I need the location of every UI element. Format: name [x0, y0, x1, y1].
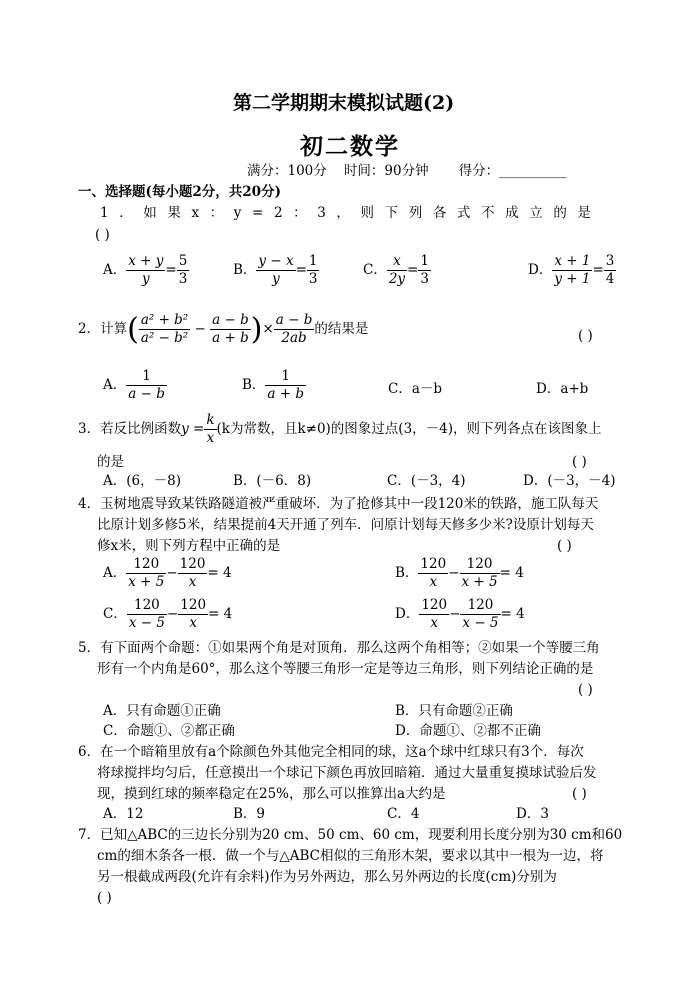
q3-k-den: x	[206, 430, 215, 446]
q1-a-lhs-den: y	[142, 271, 150, 287]
q4-b-label: B．	[395, 565, 419, 581]
q1-answer-paren[interactable]: ( )	[95, 227, 110, 243]
q6-line3: 现，摸到红球的频率稳定在25%，那么可以推算出a大约是	[97, 786, 446, 802]
q4-option-c[interactable]	[103, 597, 232, 632]
q1-c-rhs-den: 3	[420, 271, 429, 287]
q4-a-n2: 120	[179, 556, 206, 572]
q2-f2-num: a − b	[212, 312, 249, 328]
q6-line2: 将球搅拌均匀后，任意摸出一个球记下颜色再放回暗箱．通过大量重复摸球试验后发	[97, 765, 597, 781]
q3-stem	[78, 412, 602, 447]
q2-option-c[interactable]: C．a－b	[388, 381, 443, 397]
q2-minus: −	[194, 321, 206, 337]
q2-option-a[interactable]	[103, 368, 167, 403]
q2-a-num: 1	[126, 368, 167, 386]
q4-answer-paren[interactable]: ( )	[557, 538, 572, 554]
q3-suffix: (k为常数，且k≠0)的图象过点(3，－4)，则下列各点在该图象上	[216, 421, 602, 437]
q2-b-label: B．	[242, 377, 266, 393]
q4-c-d1: x − 5	[128, 615, 165, 631]
q1-a-rhs-den: 3	[178, 271, 188, 287]
section-heading: 一、选择题(每小题2分，共20分)	[78, 184, 281, 200]
q1-d-rhs-den: 4	[605, 271, 615, 287]
q6-option-c[interactable]: C．4	[387, 806, 420, 822]
q1-option-c[interactable]	[363, 253, 431, 288]
q3-option-c[interactable]: C．(－3，4)	[387, 473, 466, 489]
q1-d-lhs-den: y + 1	[554, 271, 591, 287]
q4-a-d2: x	[188, 574, 197, 590]
q4-b-n2: 120	[460, 556, 500, 574]
q1-option-a[interactable]	[103, 253, 189, 288]
q7-answer-paren[interactable]: ( )	[97, 890, 112, 906]
q5-answer-paren[interactable]: ( )	[578, 682, 593, 698]
q3-line2: 的是	[97, 454, 124, 470]
q5-option-c[interactable]: C．命题①、②都正确	[103, 723, 235, 739]
q3-k-num: k	[206, 412, 215, 428]
q1-option-d[interactable]	[528, 253, 616, 288]
q4-d-n2: 120	[460, 597, 500, 615]
q2-stem: 2．计算( $\frac{\text{a² + b²}}{\text{a² − b²}}$ − $\frac{a - b}{a + b}$ )× $\frac{a - b}{2ab}$ 的结果是	[78, 312, 369, 347]
q3-prefix: 3．若反比例函数	[78, 421, 182, 437]
exam-title: 第二学期期末模拟试题(2)	[233, 92, 455, 114]
q5-option-a[interactable]: A．只有命题①正确	[103, 703, 221, 719]
q1-c-lhs-num: x	[387, 253, 407, 271]
q5-line2: 形有一个内角是60°，那么这个等腰三角形一定是等边三角形，则下列结论正确的是	[97, 661, 594, 677]
q4-d-d1: x	[430, 615, 439, 631]
q1-a-rhs-num: 5	[178, 253, 188, 269]
q4-a-n1: 120	[126, 556, 166, 574]
q4-c-n2: 120	[180, 597, 207, 613]
q4-d-label: D．	[395, 606, 420, 622]
q2-option-b[interactable]	[242, 368, 306, 403]
q2-f3-num: a − b	[275, 312, 313, 328]
exam-info-text: 满分：100分 时间：90分钟 得分：	[247, 163, 500, 179]
q1-d-rhs-num: 3	[605, 253, 615, 269]
q5-option-b[interactable]: B．只有命题②正确	[395, 703, 513, 719]
q7-line3: 另一根截成两段(允许有余料)作为另外两边，那么另外两边的长度(cm)分别为	[97, 869, 557, 885]
q3-option-d[interactable]: D．(－3，－4)	[523, 473, 616, 489]
q4-b-n1: 120	[420, 556, 447, 572]
q1-option-b[interactable]	[233, 253, 319, 288]
q4-c-eq: = 4	[208, 606, 233, 622]
q6-option-d[interactable]: D．3	[516, 806, 549, 822]
q2-prefix: 2．计算	[78, 321, 128, 337]
q4-a-label: A．	[103, 565, 127, 581]
q1-a-lhs-num: x + y	[128, 253, 164, 269]
q4-b-eq: = 4	[499, 565, 524, 581]
q3-y-eq: y =	[181, 421, 205, 437]
q2-a-label: A．	[103, 377, 127, 393]
q1-b-eq: =	[295, 262, 307, 278]
q4-c-n1: 120	[127, 597, 167, 615]
q2-suffix: 的结果是	[314, 321, 369, 337]
q4-c-label: C．	[103, 606, 127, 622]
q2-b-den: a + b	[267, 386, 305, 402]
q1-stem: 1．如果x：y=2：3，则下列各式不成立的是	[100, 205, 602, 221]
q4-d-eq: = 4	[500, 606, 525, 622]
q5-option-d[interactable]: D．命题①、②都不正确	[395, 723, 541, 739]
q2-f3-den: 2ab	[281, 330, 307, 346]
q4-line1: 4．玉树地震导致某铁路隧道被严重破坏．为了抢修其中一段120米的铁路，施工队每天	[78, 496, 599, 512]
q4-b-d2: x + 5	[461, 574, 498, 590]
q2-b-num: 1	[265, 368, 306, 386]
q3-option-a[interactable]: A．(6，－8)	[103, 473, 181, 489]
q1-b-lhs-num: y − x	[258, 253, 294, 269]
q3-answer-paren[interactable]: ( )	[572, 454, 587, 470]
q3-option-b[interactable]: B．(－6．8)	[233, 473, 312, 489]
q6-option-b[interactable]: B．9	[233, 806, 266, 822]
q4-line3: 修x米，则下列方程中正确的是	[97, 538, 281, 554]
q1-d-label: D．	[528, 262, 553, 278]
q4-c-op: −	[166, 606, 179, 622]
q4-line2: 比原计划多修5米，结果提前4天开通了列车．问原计划每天修多少米?设原计划每天	[97, 517, 594, 533]
q6-line1: 6．在一个暗箱里放有a个除颜色外其他完全相同的球，这a个球中红球只有3个．每次	[78, 744, 584, 760]
q1-c-label: C．	[363, 262, 387, 278]
q2-option-d[interactable]: D．a+b	[536, 381, 589, 397]
q2-a-den: a − b	[128, 386, 165, 402]
q4-d-op: −	[449, 606, 461, 622]
q4-a-d1: x + 5	[128, 574, 165, 590]
q7-line1: 7．已知△ABC的三边长分别为20 cm、50 cm、60 cm，现要利用长度分别为30 cm和60	[78, 827, 623, 843]
subject-title: 初二数学	[300, 133, 400, 160]
q5-line1: 5．有下面两个命题：①如果两个角是对顶角．那么这两个角相等；②如果一个等腰三角	[78, 640, 600, 656]
q1-b-lhs-den: y	[272, 271, 280, 287]
q4-d-n1: 120	[421, 597, 448, 613]
q1-a-eq: =	[165, 262, 177, 278]
q1-d-eq: =	[592, 262, 604, 278]
q4-option-d[interactable]	[395, 597, 525, 632]
q2-f2-den: a + b	[212, 330, 249, 346]
q1-c-lhs-den: 2y	[388, 271, 406, 287]
q4-c-d2: x	[189, 615, 197, 631]
q1-d-lhs-num: x + 1	[552, 253, 592, 271]
q2-answer-paren[interactable]: ( )	[578, 328, 593, 344]
q6-answer-paren[interactable]: ( )	[572, 786, 587, 802]
q4-b-op: −	[448, 565, 460, 581]
q2-f1-den: a² − b²	[140, 330, 189, 346]
q2-times: ×	[262, 321, 274, 337]
q6-option-a[interactable]: A．12	[103, 806, 144, 822]
score-blank[interactable]: __________	[499, 163, 567, 179]
q1-b-rhs-num: 1	[308, 253, 318, 269]
q4-a-eq: = 4	[207, 565, 232, 581]
q1-c-rhs-num: 1	[420, 253, 429, 269]
q1-b-label: B．	[233, 262, 257, 278]
q4-a-op: −	[166, 565, 178, 581]
q1-b-rhs-den: 3	[308, 271, 318, 287]
q7-line2: cm的细木条各一根．做一个与△ABC相似的三角形木架，要求以其中一根为一边，将	[97, 848, 604, 864]
q4-b-d1: x	[429, 574, 438, 590]
q2-f1-num: a² + b²	[140, 312, 189, 328]
exam-info	[247, 161, 567, 181]
q4-d-d2: x − 5	[462, 615, 499, 631]
q4-option-b[interactable]	[395, 556, 524, 591]
q1-a-label: A．	[103, 262, 127, 278]
q4-option-a[interactable]	[103, 556, 232, 591]
q1-c-eq: =	[407, 262, 419, 278]
